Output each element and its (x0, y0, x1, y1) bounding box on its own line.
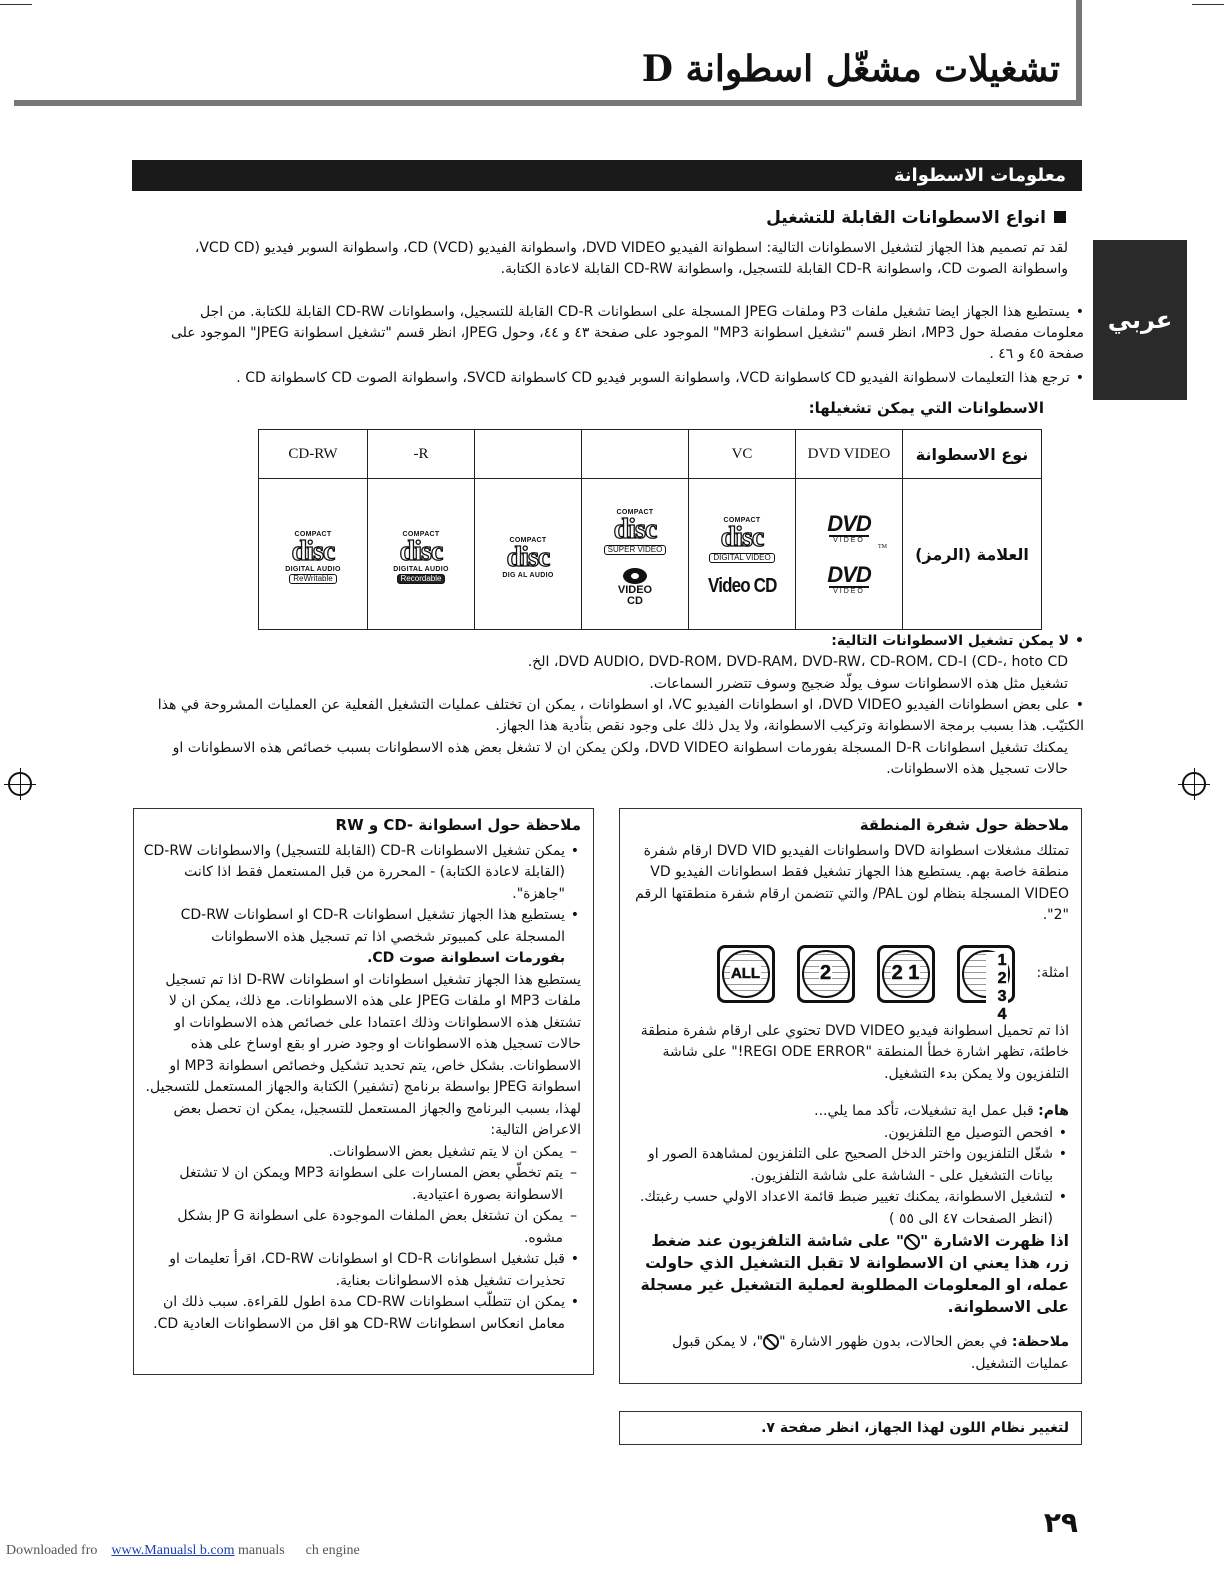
dvd-video-logo: DVD VIDEO TM DVD VIDEO (796, 479, 903, 630)
footer: Downloaded fro www.Manualsl b.com manuals ch engine (6, 1543, 360, 1558)
video-cd-wordmark: Video CD (707, 575, 777, 597)
region-code-paragraph: تمتلك مشغلات اسطوانة DVD واسطوانات الفيديو DVD VID ارقام شفرة منطقة خاصة بهم. يستطيع هذا الجهاز تشغيل فقط اسطوانات الفيديو VD VIDEO المسجلة بنظام لون PAL/ والتي تتضمن ارقام شفرة منطقتها الرقم "2". (635, 842, 1069, 923)
cd-rw-list (142, 841, 581, 949)
col-header-svcd (582, 430, 689, 479)
region-icon-all: ALL (717, 945, 775, 1003)
vcd-logo: COMPACT disc DIGITAL VIDEO Video CD (689, 479, 796, 630)
examples-label: امثلة: (1036, 964, 1069, 981)
list-item: • شغّل التلفزيون واختر الدخل الصحيح على التلفزيون لمشاهدة الصور او بيانات التشغيل على - الشاشة على شاشة التلفزيون. (632, 1144, 1053, 1187)
prohibited-icon (904, 1234, 920, 1250)
svcd-logo: COMPACT disc SUPER VIDEO VIDEO CD (582, 479, 689, 630)
col-header-cd-rw: CD-RW (259, 430, 368, 479)
row-label-symbol: العلامة (الرمز) (903, 479, 1042, 630)
col-header-audio-cd (475, 430, 582, 479)
footer-link[interactable]: www.Manualsl b.com (111, 1543, 235, 1558)
cd-r-logo: COMPACT disc DIGITAL AUDIO Recordable (368, 479, 475, 630)
video-cd-disc-logo: VIDEO CD (583, 567, 687, 607)
list-item: • افحص التوصيل مع التلفزيون. (632, 1123, 1053, 1145)
note-paragraph: ملاحظة: في بعض الحالات، بدون ظهور الاشارة ""، لا يمكن قبول عمليات التشغيل. (672, 1334, 1069, 1372)
list-item: • يمكن ان تتطلّب اسطوانات CD-RW مدة اطول للقراءة. سبب ذلك ان معامل انعكاس اسطوانات CD-RW هو اقل من الاسطوانات العادية CD. (142, 1292, 565, 1335)
list-item: • لتشغيل الاسطوانة، يمكنك تغيير ضبط قائمة الاعداد الاولي حسب رغبتك. (انظر الصفحات ٤٧ الى ٥٥ ) (632, 1187, 1053, 1230)
registration-mark-icon (8, 772, 32, 796)
registration-mark-icon (1182, 772, 1206, 796)
invalid-operation-note: اذا ظهرت الاشارة "" على شاشة التلفزيون عند ضغط زر، هذا يعني ان الاسطوانة لا تقبل التشغيل الذي حاولت عمله، او المعلومات المطلوبة لعملية التشغيل غير مسجلة على الاسطوانة. (640, 1232, 1069, 1316)
types-heading: انواع الاسطوانات القابلة للتشغيل (766, 208, 1066, 228)
disc-types-table (258, 429, 1042, 630)
region-code-box (619, 808, 1082, 1384)
cannot-play-heading: •لا يمكن تشغيل الاسطوانات التالية: (831, 633, 1084, 649)
cd-rw-logo: COMPACT disc DIGITAL AUDIO ReWritable (259, 479, 368, 630)
square-bullet-icon (1054, 211, 1066, 223)
playable-heading: الاسطوانات التي يمكن تشغيلها: (808, 399, 1044, 417)
intro-paragraph: لقد تم تصميم هذا الجهاز لتشغيل الاسطوانات التالية: اسطوانة الفيديو DVD VIDEO، واسطوانة الفيديو (VCD) CD، واسطوانة السوبر فيديو (VCD CD، واسطوانة الصوت CD، واسطوانة CD-R القابلة للتسجيل، واسطوانة CD-RW القابلة لاعادة الكتابة. (194, 240, 1068, 277)
important-line: هام: قبل عمل اية تشغيلات، تأكد مما يلي... (814, 1103, 1069, 1119)
list-item: • يمكن تشغيل الاسطوانات CD-R (القابلة للتسجيل) والاسطوانات CD-RW (القابلة لاعادة الكتابة) - المحررة من قبل المستعمل فقط اذا كانت "جاهزة". (142, 841, 565, 906)
audio-cd-logo: COMPACT disc DIG AL AUDIO (475, 479, 582, 630)
cd-rw-heading: ملاحظة حول اسطوانة -CD و RW (335, 816, 581, 834)
region-icon-1234: 1 2 3 4 (957, 945, 1015, 1003)
disc-icon (622, 567, 648, 585)
page-number: ٢٩ (1043, 1506, 1078, 1539)
region-examples (632, 945, 1069, 1023)
cannot-play-list: DVD AUDIO، DVD-ROM، DVD-RAM، DVD-RW، CD-ROM، CD-I (CD-، hoto CD، الخ. (527, 654, 1068, 670)
bullet-operation-differences: •على بعض اسطوانات الفيديو DVD VIDEO، او اسطوانات الفيديو VC، او اسطوانات ، يمكن ان تختلف عمليات التشغيل الفعلية عن العمليات المشروحة في هذا الكتيّب. هذا بسبب برمجة الاسطوانة وتركيب الاسطوانة، ولا يدل ذلك على وجود نقص بتأدية هذا الجهاز. (157, 697, 1084, 734)
bullet-mp3-jpeg: •يستطيع هذا الجهاز ايضا تشغيل ملفات P3 وملفات JPEG المسجلة على اسطوانات CD-R القابلة للتسجيل، واسطوانات CD-RW القابلة للكتابة. من اجل معلومات مفصلة حول MP3، انظر قسم "تشغيل اسطوانة MP3" الموجود على صفحة ٤٣ و ٤٤، وحول JPEG، انظر قسم "تشغيل اسطوانة JPEG" الموجود على صفحة ٤٥ و ٤٦ . (170, 304, 1084, 362)
header-rule (14, 100, 1082, 106)
cd-r-rw-box (133, 808, 594, 1375)
region-icon-12: 1 2 (877, 945, 935, 1003)
color-system-note: لتغيير نظام اللون لهذا الجهاز، انظر صفحة ٧. (619, 1411, 1082, 1445)
important-list (632, 1123, 1069, 1231)
language-tab: عربي (1093, 240, 1187, 400)
list-item: – يمكن ان لا يتم تشغيل بعض الاسطوانات. (142, 1142, 581, 1164)
bullet-terminology: •ترجع هذا التعليمات لاسطوانة الفيديو CD كاسطوانة VCD، واسطوانة السوبر فيديو CD كاسطوانة SVCD، واسطوانة الصوت CD كاسطوانة CD . (236, 370, 1084, 386)
cannot-play-warning: تشغيل مثل هذه الاسطوانات سوف يولّد ضجيج وسوف تتضرر السماعات. (649, 676, 1068, 692)
region-icon-2: 2 (797, 945, 855, 1003)
format-line: بفورمات اسطوانة صوت CD. (367, 950, 565, 966)
list-item: • يستطيع هذا الجهاز تشغيل اسطوانات CD-R او اسطوانات CD-RW المسجلة على كمبيوتر شخصي اذا تم تسجيل هذه الاسطوانات (142, 905, 565, 948)
crop-mark (1192, 4, 1224, 5)
prohibited-icon (763, 1334, 779, 1350)
list-item: – يمكن ان تشتغل بعض الملفات الموجودة على اسطوانة JP G بشكل مشوه. (142, 1206, 581, 1249)
region-error-paragraph: اذا تم تحميل اسطوانة فيديو DVD VIDEO تحتوي على ارقام شفرة منطقة خاطئة، تظهر اشارة خطأ المنطقة "REGI ODE ERROR!" على شاشة التلفزيون ولا يمكن بدء التشغيل. (640, 1022, 1069, 1082)
col-header-dvd-video: DVD VIDEO (796, 430, 903, 479)
cd-rw-list-2 (142, 1249, 581, 1335)
header-rule-vertical (1076, 0, 1082, 106)
crop-mark (0, 4, 32, 5)
page-title: تشغيلات مشغّل اسطوانة D (641, 48, 1060, 90)
cd-rw-paragraph: يستطيع هذا الجهاز تشغيل اسطوانات او اسطوانات D-RW اذا تم تسجيل ملفات MP3 او ملفات JPEG على هذه الاسطوانات. مع ذلك، يمكن ان لا تشتغل هذه الاسطوانات وذلك اعتمادا على خصائص هذه الاسطوانات او حالات تسجيل هذه الاسطوانات او وجود ضرر او بقع اوساخ على هذه الاسطوانات. بشكل خاص، يتم تحديد تشكيل وخصائص اسطوانة MP3 او اسطوانة JPEG بواسطة برنامج (تشفير) الكتابة والجهاز المستعمل للتسجيل. لهذا، بسبب البرنامج والجهاز المستعمل للتسجيل، يمكن ان تحصل بعض الاعراض التالية: (145, 971, 581, 1138)
row-label-disc-type: نوع الاسطوانة (903, 430, 1042, 479)
region-code-heading: ملاحظة حول شفرة المنطقة (859, 816, 1069, 834)
col-header-cd-r: -R (368, 430, 475, 479)
section-title: معلومات الاسطوانة (132, 160, 1082, 191)
list-item: • قبل تشغيل اسطوانات CD-R او اسطوانات CD-RW، اقرأ تعليمات او تحذيرات تشغيل هذه الاسطوانات بعناية. (142, 1249, 565, 1292)
list-item: – يتم تخطّي بعض المسارات على اسطوانة MP3 ويمكن ان لا تشتغل الاسطوانة بصورة اعتيادية. (142, 1163, 581, 1206)
col-header-vcd: VC (689, 430, 796, 479)
dvd-r-paragraph: يمكنك تشغيل اسطوانات D-R المسجلة بفورمات اسطوانة DVD VIDEO، ولكن يمكن ان لا تشغل بعض هذه الاسطوانات بسبب خصائص هذه الاسطوانات او حالات تسجيل هذه الاسطوانات. (172, 740, 1068, 777)
